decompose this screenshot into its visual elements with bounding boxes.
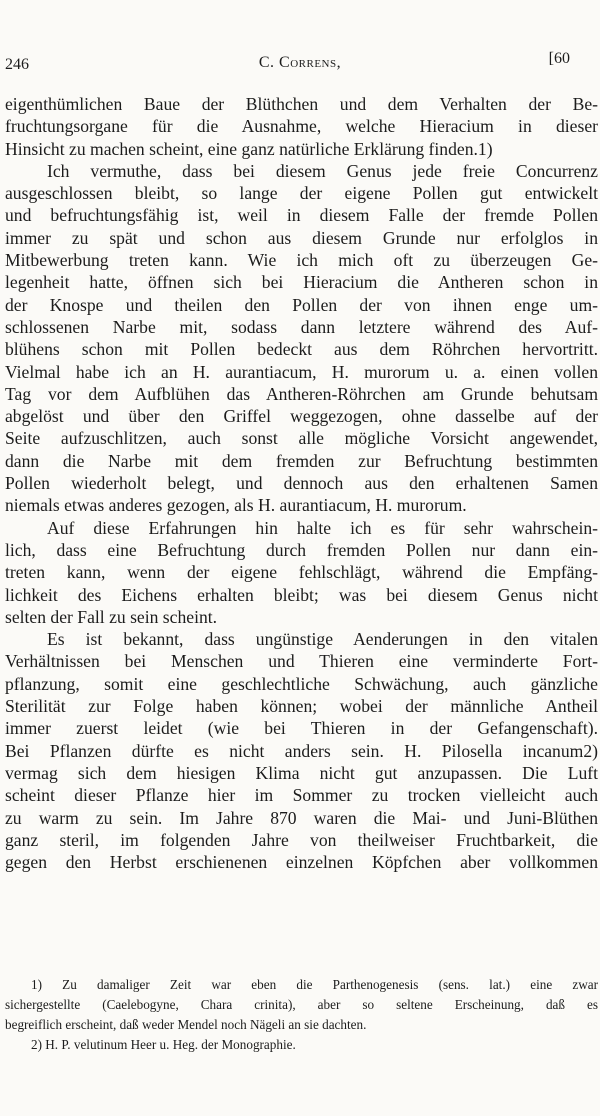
text-line: blühens schon mit Pollen bedeckt aus dem Röhrchen hervortritt. <box>5 339 598 360</box>
text-line: pflanzung, somit eine geschlechtliche Schwächung, auch gänzliche <box>5 673 598 694</box>
text-line: legenheit hatte, öffnen sich bei Hieracium die Antheren schon in <box>5 272 598 293</box>
page-number: 246 <box>5 56 29 73</box>
text-line: zu warm zu sein. Im Jahre 870 waren die Mai- und Juni-Blüthen <box>5 807 598 828</box>
text-line: vermag sich dem hiesigen Klima nicht gut anzupassen. Die Luft <box>5 762 598 783</box>
text-line: Bei Pflanzen dürfte es nicht anders sein. H. Pilosella incanum2) <box>5 740 598 761</box>
text-line: lichkeit des Eichens erhalten bleibt; was bei diesem Genus nicht <box>5 584 598 605</box>
footnote-line: begreiflich erscheint, daß weder Mendel noch Nägeli an sie dachten. <box>5 1017 367 1032</box>
running-head <box>0 50 600 78</box>
text-line: dann die Narbe mit dem fremden zur Befruchtung bestimmten <box>5 450 598 471</box>
text-line: immer zuerst leidet (wie bei Thieren in der Gefangenschaft). <box>5 718 598 739</box>
text-line: Mitbewerbung treten kann. Wie ich mich oft zu überzeugen Ge- <box>5 250 598 271</box>
original-page-marker: [60 <box>548 50 570 67</box>
footnotes <box>5 975 598 1055</box>
text-line: Vielmal habe ich an H. aurantiacum, H. murorum u. a. einen vollen <box>5 361 598 382</box>
text-line: ganz steril, im folgenden Jahre von theilweiser Fruchtbarkeit, die <box>5 829 598 850</box>
running-title: C. Correns, <box>258 54 342 71</box>
footnote-line: sichergestellte (Caelebogyne, Chara crinita), aber so seltene Erscheinung, daß es <box>5 997 598 1012</box>
text-line: Hinsicht zu machen scheint, eine ganz natürliche Erklärung finden.1) <box>5 138 493 159</box>
text-line: niemals etwas anderes gezogen, als H. aurantiacum, H. murorum. <box>5 495 467 516</box>
text-line: gegen den Herbst erschienenen einzelnen Köpfchen aber vollkommen <box>5 852 598 873</box>
text-line: und befruchtungsfähig ist, weil in diesem Falle der fremde Pollen <box>5 205 598 226</box>
text-line: Auf diese Erfahrungen hin halte ich es für sehr wahrschein- <box>47 517 598 538</box>
text-line: abgelöst und über den Griffel weggezogen, ohne dasselbe auf der <box>5 406 598 427</box>
text-line: Es ist bekannt, dass ungünstige Aenderungen in den vitalen <box>47 629 598 650</box>
text-line: selten der Fall zu sein scheint. <box>5 606 218 627</box>
text-line: treten kann, wenn der eigene fehlschlägt, während die Empfäng- <box>5 562 598 583</box>
text-line: Seite aufzuschlitzen, auch sonst alle mögliche Vorsicht angewendet, <box>5 428 598 449</box>
text-line: Sterilität zur Folge haben können; wobei der männliche Antheil <box>5 696 598 717</box>
text-line: der Knospe und theilen den Pollen der von ihnen enge um- <box>5 294 598 315</box>
body-text <box>5 93 598 873</box>
text-line: schlossenen Narbe mit, sodass dann letztere während des Auf- <box>5 316 598 337</box>
text-line: eigenthümlichen Baue der Blüthchen und dem Verhalten der Be- <box>5 94 598 114</box>
footnote-line: 2) H. P. velutinum Heer u. Heg. der Monographie. <box>31 1037 296 1052</box>
text-line: lich, dass eine Befruchtung durch fremden Pollen nur dann ein- <box>5 539 598 560</box>
text-line: Ich vermuthe, dass bei diesem Genus jede freie Concurrenz <box>47 160 598 181</box>
text-line: Verhältnissen bei Menschen und Thieren eine verminderte Fort- <box>5 651 598 672</box>
text-line: ausgeschlossen bleibt, so lange der eigene Pollen gut entwickelt <box>5 183 598 204</box>
text-line: Pollen wiederholt belegt, und dennoch aus den erhaltenen Samen <box>5 473 598 494</box>
text-line: Tag vor dem Aufblühen das Antheren-Röhrchen am Grunde behutsam <box>5 383 598 404</box>
text-line: fruchtungsorgane für die Ausnahme, welche Hieracium in dieser <box>5 116 598 137</box>
text-line: scheint dieser Pflanze hier im Sommer zu trocken vielleicht auch <box>5 785 598 806</box>
text-line: immer zu spät und schon aus diesem Grunde nur erfolglos in <box>5 227 598 248</box>
footnote-line: 1) Zu damaliger Zeit war eben die Parthenogenesis (sens. lat.) eine zwar <box>31 977 598 992</box>
